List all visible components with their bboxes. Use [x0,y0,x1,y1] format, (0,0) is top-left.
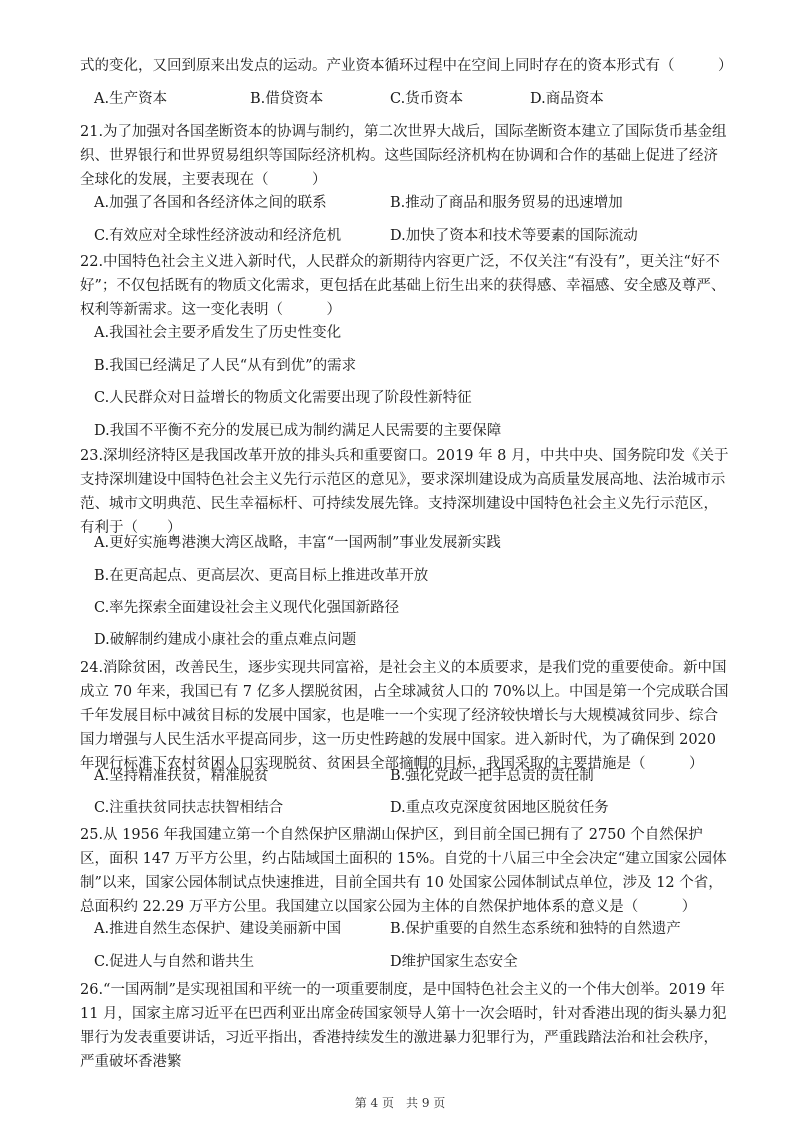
page-number: 第 4 页 共 9 页 [354,1096,446,1110]
q25-option-a[interactable]: A.推进自然生态保护、建设美丽新中国 [94,921,342,937]
q21-option-d[interactable]: D.加快了资本和技术等要素的国际流动 [390,228,638,244]
q23-option-d[interactable]: D.破解制约建成小康社会的重点难点问题 [94,632,357,648]
q24-option-c[interactable]: C.注重扶贫同扶志扶智相结合 [94,800,284,816]
question-24-stem: 24.消除贫困，改善民生，逐步实现共同富裕，是社会主义的本质要求，是我们党的重要使命。新中国成立 70 年来，我国已有 7 亿多人摆脱贫困，占全球减贫人口的 70%以上。中国是第一个完成联合国千年发展目标中减贫目标的发展中国家，也是唯一一个实现了经济较快增长与大规模减贫同步、综合国力增强与人民生活水平提高同步，这一历史性跨越的发展中国家。进入新时代，为了确保到 2020 年现行标准下农村贫困人口实现脱贫、贫困县全部摘帽的目标，我国采取的主要措施是（ ） [80,660,729,772]
q21-option-b[interactable]: B.推动了商品和服务贸易的迅速增加 [390,195,623,211]
question-20-tail: 式的变化，又回到原来出发点的运动。产业资本循环过程中在空间上同时存在的资本形式有（ ） [80,58,733,74]
question-25-stem: 25.从 1956 年我国建立第一个自然保护区鼎湖山保护区，到目前全国已拥有了 2750 个自然保护区，面积 147 万平方公里，约占陆域国土面积的 15%。自党的十八届三中全会决定“建立国家公园体制”以来，国家公园体制试点快速推进，目前全国共有 10 处国家公园体制试点单位，涉及 12 个省，总面积约 22.29 万平方公里。我国建立以国家公园为主体的自然保护地体系的意义是（ ） [80,827,727,915]
q22-option-c[interactable]: C.人民群众对日益增长的物质文化需要出现了阶段性新特征 [94,390,472,406]
question-23-stem: 23.深圳经济特区是我国改革开放的排头兵和重要窗口。2019 年 8 月，中共中央、国务院印发《关于支持深圳建设中国特色社会主义先行示范区的意见》，要求深圳建设成为高质量发展高地、法治城市示范、城市文明典范、民生幸福标杆、可持续发展先锋。支持深圳建设中国特色社会主义先行示范区，有利于（ ） [80,448,729,536]
q22-option-a[interactable]: A.我国社会主要矛盾发生了历史性变化 [94,325,342,341]
q22-option-b[interactable]: B.我国已经满足了人民“从有到优”的需求 [94,358,357,374]
q24-option-d[interactable]: D.重点攻克深度贫困地区脱贫任务 [390,800,609,816]
q24-option-a[interactable]: A.坚持精准扶贫，精准脱贫 [94,768,269,784]
q23-option-a[interactable]: A.更好实施粤港澳大湾区战略，丰富“一国两制”事业发展新实践 [94,535,501,551]
q20-option-b[interactable]: B.借贷资本 [250,91,324,107]
q24-option-b[interactable]: B.强化党政一把手总责的责任制 [390,768,594,784]
q23-option-c[interactable]: C.率先探索全面建设社会主义现代化强国新路径 [94,600,400,616]
question-22-stem: 22.中国特色社会主义进入新时代，人民群众的新期待内容更广泛，不仅关注“有没有”，更关注“好不好”；不仅包括既有的物质文化需求，更包括在此基础上衍生出来的获得感、幸福感、安全感及尊严、权利等新需求。这一变化表明（ ） [80,254,726,318]
question-21-stem: 21.为了加强对各国垄断资本的协调与制约，第二次世界大战后，国际垄断资本建立了国际货币基金组织、世界银行和世界贸易组织等国际经济机构。这些国际经济机构在协调和合作的基础上促进了经济全球化的发展，主要表现在（ ） [80,124,727,188]
q20-option-a[interactable]: A.生产资本 [94,91,168,107]
q23-option-b[interactable]: B.在更高起点、更高层次、更高目标上推进改革开放 [94,568,429,584]
q25-option-c[interactable]: C.促进人与自然和谐共生 [94,954,255,970]
q21-option-a[interactable]: A.加强了各国和各经济体之间的联系 [94,195,327,211]
q20-option-c[interactable]: C.货币资本 [390,91,464,107]
q22-option-d[interactable]: D.我国不平衡不充分的发展已成为制约满足人民需要的主要保障 [94,423,502,439]
q21-option-c[interactable]: C.有效应对全球性经济波动和经济危机 [94,228,342,244]
question-26-stem: 26.“一国两制”是实现祖国和平统一的一项重要制度，是中国特色社会主义的一个伟大创举。2019 年 11 月，国家主席习近平在巴西利亚出席金砖国家领导人第十一次会晤时，针对香港出现的街头暴力犯罪行为发表重要讲话，习近平指出，香港持续发生的激进暴力犯罪行为，严重践踏法治和社会秩序，严重破坏香港繁 [80,982,727,1070]
q25-option-b[interactable]: B.保护重要的自然生态系统和独特的自然遗产 [390,921,681,937]
q20-option-d[interactable]: D.商品资本 [530,91,604,107]
q25-option-d[interactable]: D维护国家生态安全 [390,954,518,970]
